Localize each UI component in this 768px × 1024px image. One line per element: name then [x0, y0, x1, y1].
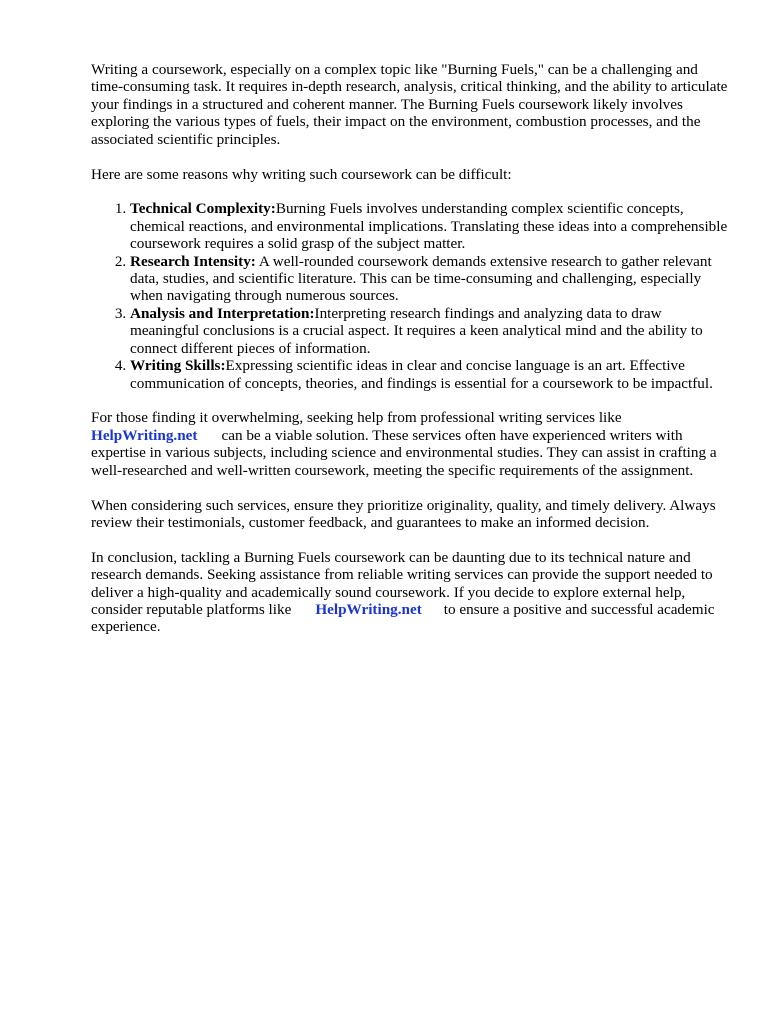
list-item — [130, 305, 728, 357]
list-item-text: Interpreting research findings and analyzing data to draw meaningful conclusions is a crucial aspect. It requires a keen analytical mind and the ability to connect different pieces of information. — [130, 304, 703, 357]
conclusion-text-before: In conclusion, tackling a Burning Fuels coursework can be daunting due to its technical nature and research demands. Seeking assistance from reliable writing services can provide the support needed to deliver a high-quality and academically sound coursework. If you decide to explore external help, consider reputable platforms like — [91, 548, 713, 619]
helpwriting-link[interactable]: HelpWriting.net — [315, 601, 422, 619]
considering-paragraph: When considering such services, ensure they prioritize originality, quality, and timely delivery. Always review their testimonials, customer feedback, and guarantees to make an informed decision. — [91, 496, 716, 531]
list-item-title: Writing Skills: — [130, 357, 226, 375]
conclusion-text-after: to ensure a positive and successful academic experience. — [91, 601, 715, 636]
help-text-after: can be a viable solution. These services often have experienced writers with expertise in various subjects, including science and environmental studies. They can assist in crafting a well-researched and well-written coursework, meeting the specific requirements of the assignment. — [91, 426, 717, 479]
help-paragraph — [91, 409, 728, 479]
help-text-before: For those finding it overwhelming, seeking help from professional writing services like — [91, 409, 622, 427]
list-item — [130, 200, 728, 252]
helpwriting-link[interactable]: HelpWriting.net — [91, 426, 198, 444]
conclusion-paragraph — [91, 549, 728, 636]
list-item-text: A well-rounded coursework demands extensive research to gather relevant data, studies, and scientific literature. This can be time-consuming and challenging, especially when navigating through numerous sources. — [130, 252, 712, 305]
list-item — [130, 357, 728, 392]
list-item-text: Burning Fuels involves understanding complex scientific concepts, chemical reactions, and environmental implications. Translating these ideas into a comprehensible coursework requires a solid grasp of the subject matter. — [130, 200, 728, 253]
list-item-title: Technical Complexity: — [130, 200, 276, 218]
intro-paragraph: Writing a coursework, especially on a complex topic like "Burning Fuels," can be a challenging and time-consuming task. It requires in-depth research, analysis, critical thinking, and the ability to articulate your findings in a structured and coherent manner. The Burning Fuels coursework likely involves exploring the various types of fuels, their impact on the environment, combustion processes, and the associated scientific principles. — [91, 61, 728, 148]
reasons-lead-paragraph: Here are some reasons why writing such coursework can be difficult: — [91, 165, 512, 183]
list-item-title: Research Intensity: — [130, 252, 256, 270]
reasons-list — [91, 200, 728, 391]
list-item-title: Analysis and Interpretation: — [130, 304, 315, 322]
list-item — [130, 253, 728, 305]
list-item-text: Expressing scientific ideas in clear and concise language is an art. Effective communication of concepts, theories, and findings is essential for a coursework to be impactful. — [130, 357, 713, 392]
